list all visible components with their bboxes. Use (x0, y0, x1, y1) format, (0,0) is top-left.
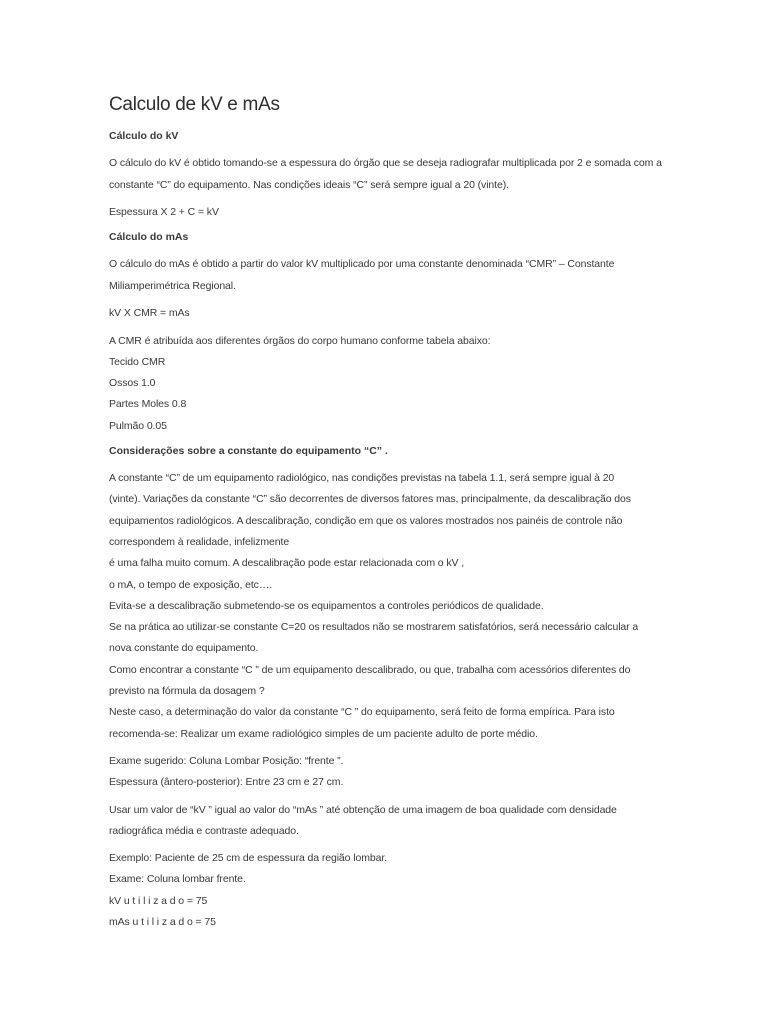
cmr-intro: A CMR é atribuída aos diferentes órgãos do corpo humano conforme tabela abaixo: (109, 334, 491, 347)
constant-line: recomenda-se: Realizar um exame radiológico simples de um paciente adulto de porte médio. (109, 727, 538, 740)
constant-line: Se na prática ao utilizar-se constante C=20 os resultados não se mostrarem satisfatórios, será necessário calcular a (109, 621, 639, 634)
constant-line: (vinte). Variações da constante “C” são decorrentes de diversos fatores mas, principalmente, da descalibração dos (109, 493, 631, 506)
exam-line: Exame sugerido: Coluna Lombar Posição: “frente ”. (109, 754, 344, 767)
constant-line: Neste caso, a determinação do valor da constante “C ” do equipamento, será feito de forma empírica. Para isto (109, 706, 615, 719)
constant-line: correspondem à realidade, infelizmente (109, 535, 290, 548)
kv-paragraph: O cálculo do kV é obtido tomando-se a espessura do órgão que se deseja radiografar multiplicada por 2 e somada com a constante “C” do equipamento. Nas condições ideais “C” será sempre igual a 20 (vinte). (109, 157, 662, 191)
constant-line: previsto na fórmula da dosagem ? (109, 685, 265, 698)
constant-line: Evita-se a descalibração submetendo-se os equipamentos a controles periódicos de qualidade. (109, 599, 544, 612)
constant-line: o mA, o tempo de exposição, etc…. (109, 578, 273, 591)
exam-line: Espessura (ântero-posterior): Entre 23 cm e 27 cm. (109, 776, 344, 789)
mas-heading: Cálculo do mAs (109, 231, 189, 244)
cmr-row-pulmao: Pulmão 0.05 (109, 419, 167, 432)
example-line: kV u t i l i z a d o = 75 (109, 894, 208, 907)
example-line: Exemplo: Paciente de 25 cm de espessura da região lombar. (109, 852, 387, 865)
page-title: Calculo de kV e mAs (109, 94, 280, 115)
constant-line: Como encontrar a constante “C ” de um equipamento descalibrado, ou que, trabalha com acessórios diferentes do (109, 663, 631, 676)
constant-heading: Considerações sobre a constante do equipamento “C” . (109, 445, 388, 458)
document-page (109, 92, 664, 933)
kv-heading: Cálculo do kV (109, 130, 179, 142)
mas-paragraph: O cálculo do mAs é obtido a partir do valor kV multiplicado por uma constante denominada “CMR” – Constante Miliamperimétrica Regional. (109, 258, 615, 292)
constant-line: A constante “C” de um equipamento radiológico, nas condições previstas na tabela 1.1, será sempre igual à 20 (109, 472, 615, 485)
constant-line: nova constante do equipamento. (109, 642, 259, 655)
usage-line: radiográfica média e contraste adequado. (109, 824, 299, 837)
constant-line: equipamentos radiológicos. A descalibração, condição em que os valores mostrados nos painéis de controle não (109, 514, 623, 527)
usage-line: Usar um valor de “kV ” igual ao valor do “mAs ” até obtenção de uma imagem de boa qualidade com densidade (109, 803, 617, 816)
kv-formula: Espessura X 2 + C = kV (109, 206, 219, 218)
cmr-row-ossos: Ossos 1.0 (109, 377, 156, 390)
example-line: mAs u t i l i z a d o = 75 (109, 916, 216, 929)
cmr-table-header: Tecido CMR (109, 355, 166, 368)
mas-formula: kV X CMR = mAs (109, 307, 190, 320)
constant-line: é uma falha muito comum. A descalibração pode estar relacionada com o kV , (109, 557, 465, 570)
example-line: Exame: Coluna lombar frente. (109, 873, 246, 886)
cmr-row-partes-moles: Partes Moles 0.8 (109, 398, 187, 411)
